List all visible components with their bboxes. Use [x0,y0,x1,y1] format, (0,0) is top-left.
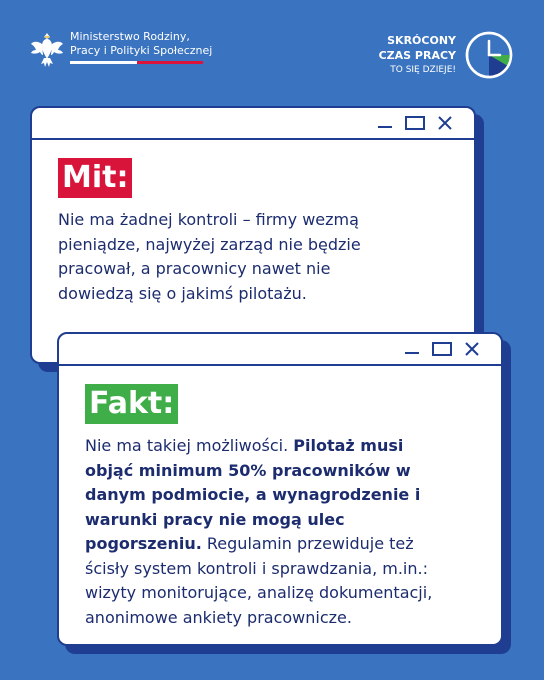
polish-eagle-icon [30,30,64,70]
fact-text [85,434,457,630]
campaign-tagline: TO SIĘ DZIEJE! [390,65,456,75]
clock-icon [464,30,514,80]
ministry-logo [30,30,212,70]
close-icon[interactable] [434,114,456,132]
ministry-name-line2: Pracy i Polityki Społecznej [70,44,213,57]
myth-badge: Mit: [58,158,132,198]
campaign-line1: SKRÓCONY [387,34,456,47]
fact-text-intro: Nie ma takiej możliwości. [85,436,294,455]
close-icon[interactable] [461,340,483,358]
myth-window-titlebar [32,108,474,140]
ministry-flag-underline [70,61,203,64]
fact-badge: Fakt: [85,384,178,424]
maximize-icon[interactable] [404,114,426,132]
fact-window-titlebar [59,334,501,366]
fact-window [57,332,503,646]
campaign-logo [379,30,514,80]
myth-text: Nie ma żadnej kontroli – firmy wezmą pieniądze, najwyżej zarząd nie będzie pracował, a pracownicy nawet nie dowiedzą się o jakimś pilotażu. [58,210,361,303]
minimize-icon[interactable] [401,340,423,358]
myth-window [30,106,476,364]
campaign-line2: CZAS PRACY [378,49,456,62]
fact-text-emphasis: Pilotaż musi objąć minimum 50% pracowników w danym podmiocie, a wynagrodzenie i warunki pracy nie mogą ulec pogorszeniu. [85,436,421,553]
ministry-name-line1: Ministerstwo Rodziny, [70,30,190,43]
maximize-icon[interactable] [431,340,453,358]
fact-text-rest: Regulamin przewiduje też ścisły system kontroli i sprawdzania, m.in.: wizyty monitorujące, analizę dokumentacji, anonimowe ankiety pracownicze. [85,534,433,627]
minimize-icon[interactable] [374,114,396,132]
